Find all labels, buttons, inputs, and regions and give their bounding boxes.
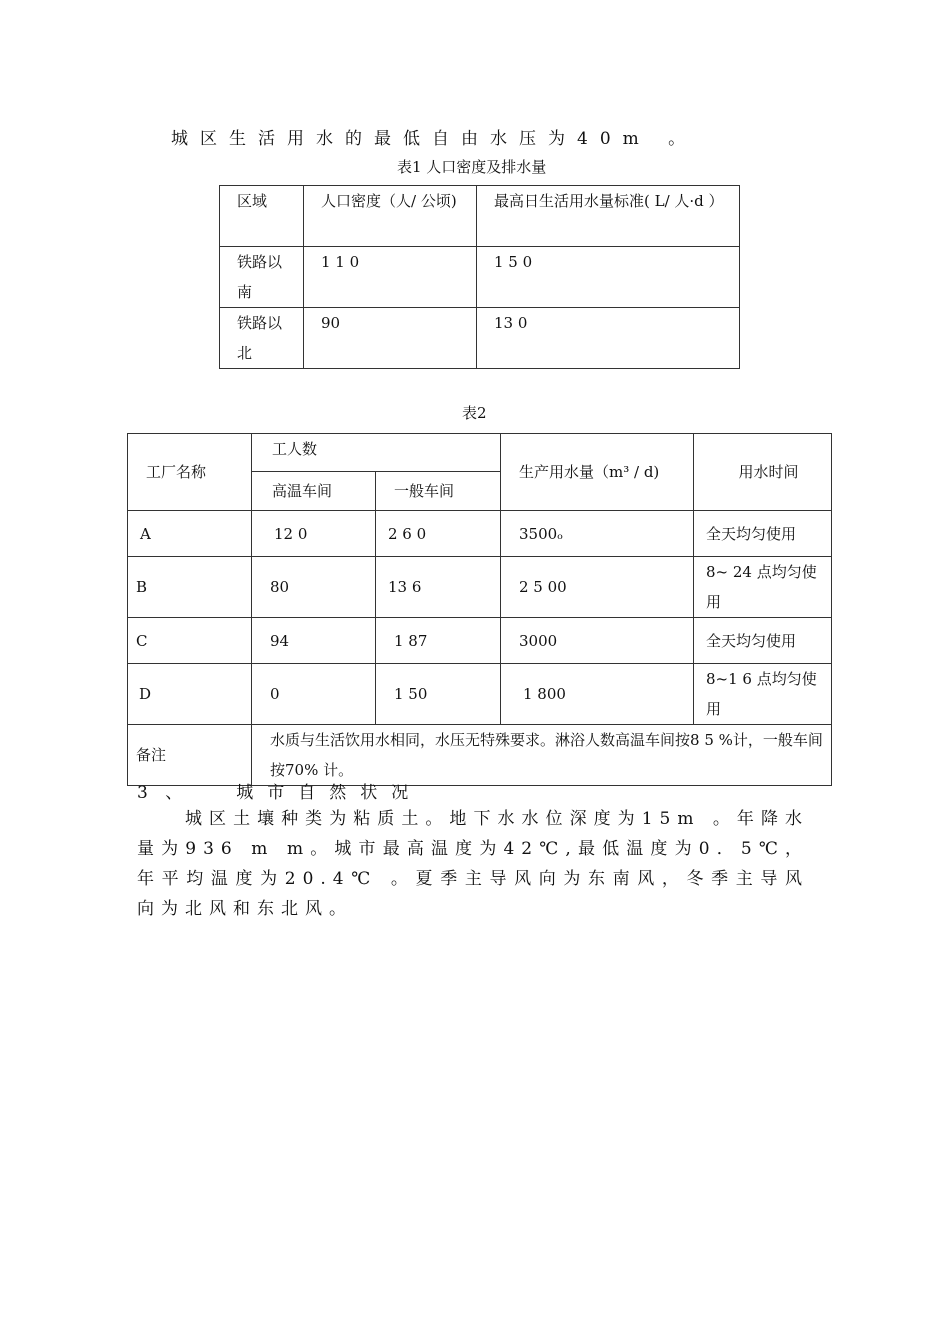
- table-row: [128, 664, 832, 725]
- section-heading: [137, 778, 422, 803]
- table-cell: C: [128, 618, 252, 664]
- table-cell: 8~ 24 点均匀使用: [694, 557, 832, 618]
- note-label: 备注: [128, 725, 252, 786]
- header-factory: 工厂名称: [128, 434, 252, 511]
- header-density: 人口密度（人/ 公顷): [304, 186, 477, 247]
- header-hot-workshop: 高温车间: [252, 472, 376, 511]
- table-row: [128, 557, 832, 618]
- table-row: [220, 308, 740, 369]
- table-cell: D: [128, 664, 252, 725]
- table-cell: 3500ₒ: [501, 511, 694, 557]
- table1-caption: 表1 人口密度及排水量: [397, 158, 547, 176]
- body-paragraph: 城区土壤种类为粘质土。地下水水位深度为15m 。年降水量为936 m m。城市最高温度为42℃,最低温度为0．5℃，年平均温度为20.4℃ 。夏季主导风向为东南风，冬季主导风向为北风和东北风。: [137, 809, 809, 919]
- table-cell: 铁路以北: [220, 308, 304, 369]
- table-cell: 1 5 0: [477, 247, 740, 308]
- header-workers: 工人数: [252, 434, 501, 472]
- table-note-row: [128, 725, 832, 786]
- factory-table: [127, 433, 832, 786]
- header-usage-time: 用水时间: [694, 434, 832, 511]
- intro-line: 城区生活用水的最低自由水压为40m 。: [171, 129, 698, 149]
- table-cell: A: [128, 511, 252, 557]
- table-header-row: [128, 434, 832, 472]
- header-general-workshop: 一般车间: [376, 472, 501, 511]
- table-cell: B: [128, 557, 252, 618]
- table-cell: 1 800: [501, 664, 694, 725]
- table2-caption: 表2: [462, 404, 487, 422]
- population-table: [219, 185, 740, 369]
- section-title: 城市自然状况: [236, 783, 423, 803]
- table-cell: 3000: [501, 618, 694, 664]
- table-row: [128, 618, 832, 664]
- table-header-row: [220, 186, 740, 247]
- header-region: 区域: [220, 186, 304, 247]
- table-cell: 铁路以南: [220, 247, 304, 308]
- header-water-standard: 最高日生活用水量标准( L/ 人·d ）: [477, 186, 740, 247]
- table-cell: 0: [252, 664, 376, 725]
- table-cell: 2 5 00: [501, 557, 694, 618]
- table-cell: 1 50: [376, 664, 501, 725]
- table-cell: 全天均匀使用: [694, 618, 832, 664]
- table-cell: 全天均匀使用: [694, 511, 832, 557]
- table-cell: 12 0: [252, 511, 376, 557]
- table-cell: 2 6 0: [376, 511, 501, 557]
- table-cell: 8~1 6 点均匀使用: [694, 664, 832, 725]
- header-water-volume: 生产用水量（m³ / d): [501, 434, 694, 511]
- table-row: [128, 511, 832, 557]
- table-cell: 80: [252, 557, 376, 618]
- section-number: 3 、: [137, 783, 189, 803]
- table-cell: 13 0: [477, 308, 740, 369]
- table-cell: 1 87: [376, 618, 501, 664]
- note-text: 水质与生活饮用水相同，水压无特殊要求。淋浴人数高温车间按8 5 %计，一般车间按70% 计。: [252, 725, 832, 786]
- table-cell: 1 1 0: [304, 247, 477, 308]
- table-cell: 13 6: [376, 557, 501, 618]
- table-row: [220, 247, 740, 308]
- table-cell: 94: [252, 618, 376, 664]
- table-cell: 90: [304, 308, 477, 369]
